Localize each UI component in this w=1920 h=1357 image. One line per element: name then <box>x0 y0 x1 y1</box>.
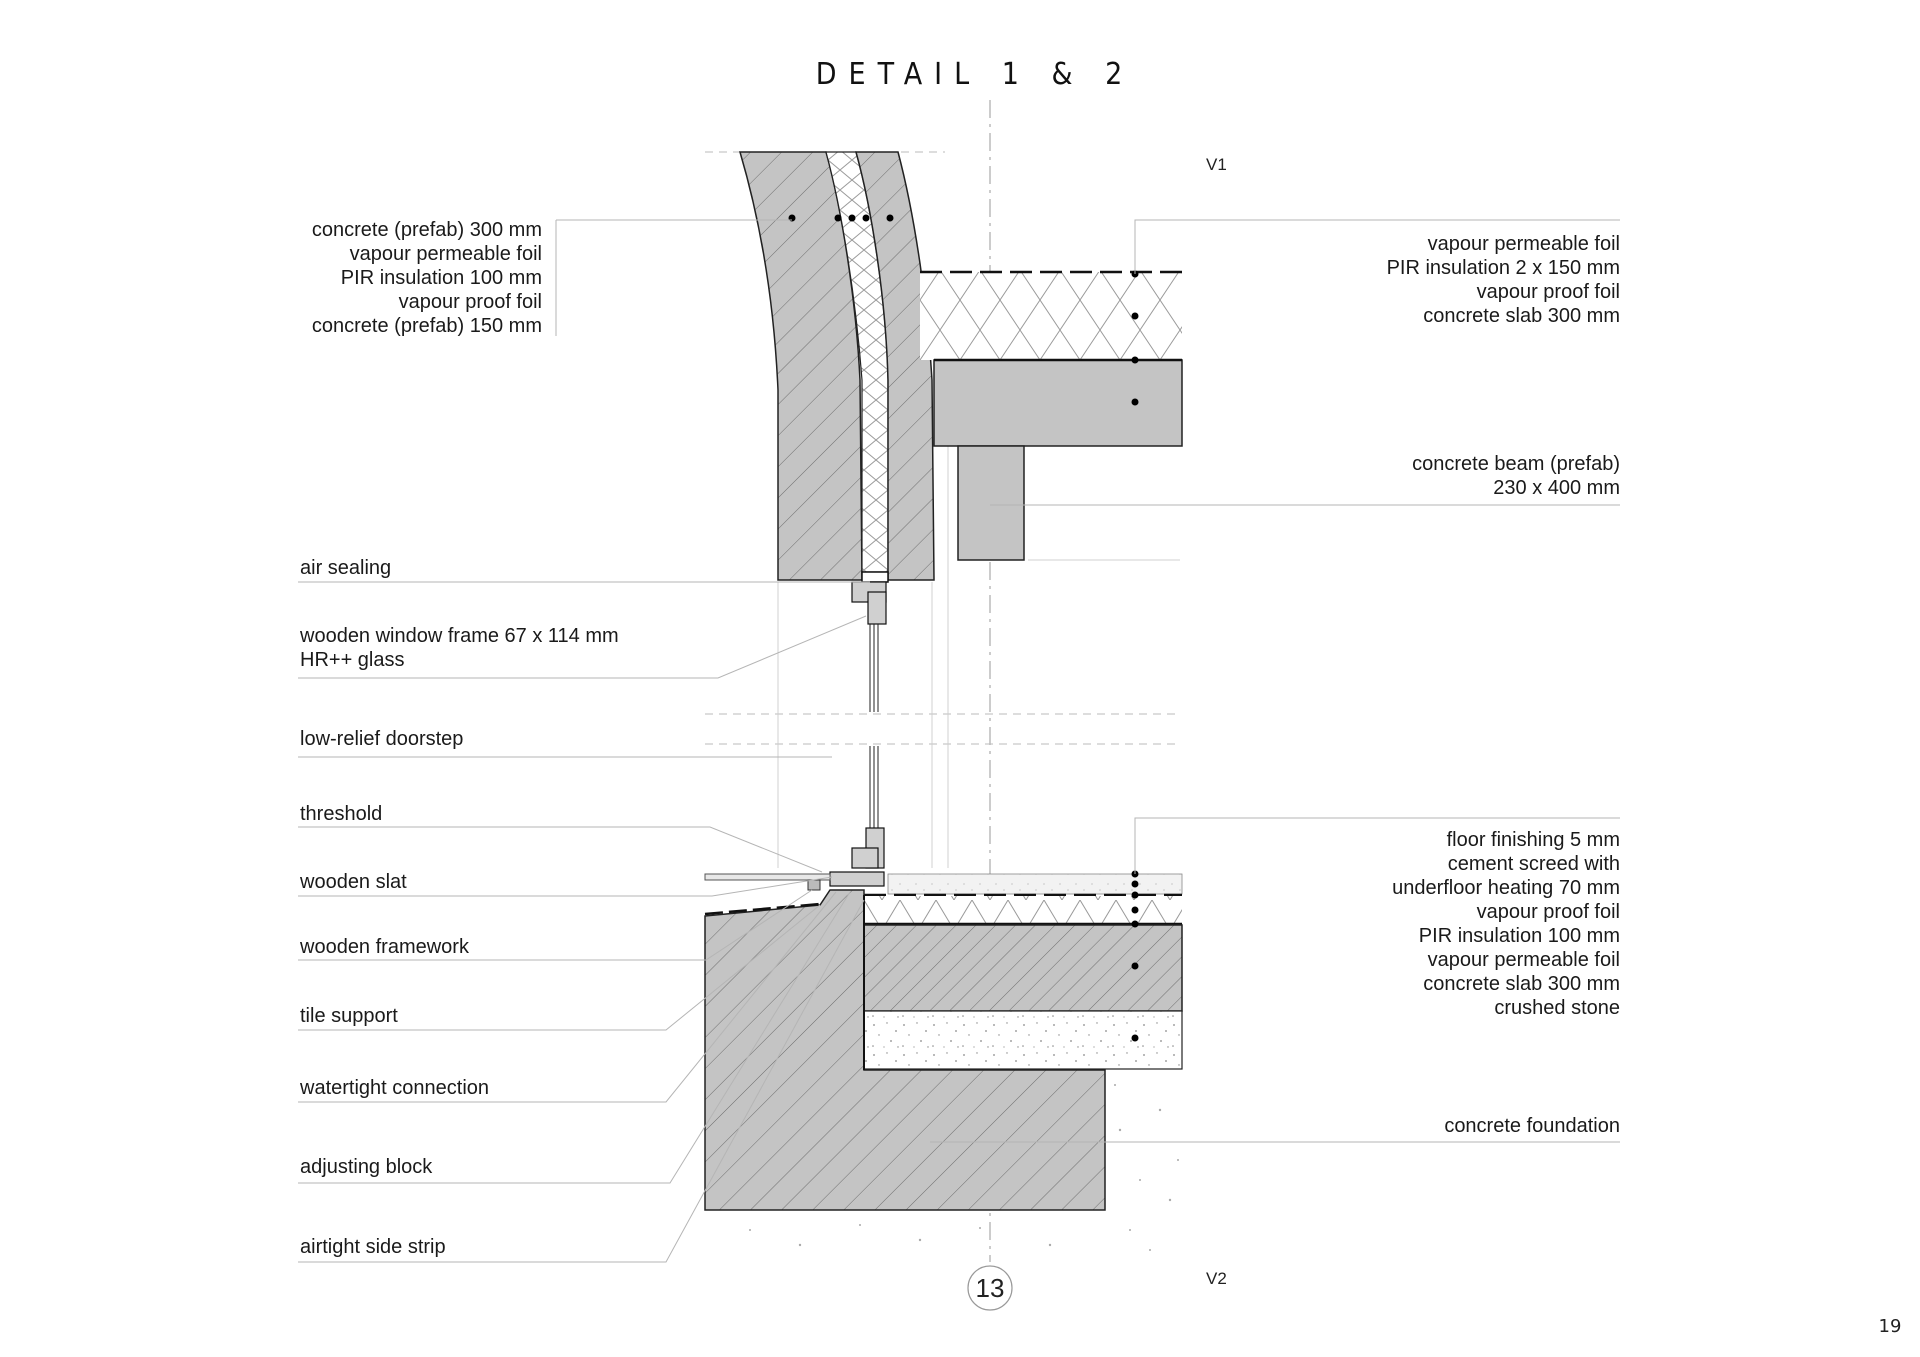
marker-v2: V2 <box>1206 1269 1227 1288</box>
label-window-frame: wooden window frame 67 x 114 mm <box>300 625 619 647</box>
label-floor-layer-3: underfloor heating 70 mm <box>1392 877 1620 899</box>
label-threshold: threshold <box>300 803 383 825</box>
component-labels-left <box>299 557 619 1258</box>
label-airtight-side-strip: airtight side strip <box>300 1236 446 1258</box>
wooden-slat-deck <box>705 874 830 880</box>
window-frame-sill <box>830 828 884 886</box>
roof-insulation <box>920 272 1182 360</box>
label-adjusting-block: adjusting block <box>300 1156 433 1178</box>
roof-slab <box>934 360 1182 446</box>
window-glass <box>870 624 878 830</box>
label-floor-layer-6: vapour permeable foil <box>1427 949 1620 971</box>
label-doorstep: low-relief doorstep <box>300 728 464 750</box>
label-floor-layer-8: crushed stone <box>1494 997 1620 1019</box>
label-roof-layer-4: concrete slab 300 mm <box>1423 305 1620 327</box>
label-roof-layer-3: vapour proof foil <box>1476 281 1620 303</box>
label-floor-layer-2: cement screed with <box>1447 853 1620 875</box>
label-floor-layer-1: floor finishing 5 mm <box>1446 829 1620 851</box>
label-floor-layer-4: vapour proof foil <box>1476 901 1620 923</box>
label-wall-layer-2: vapour permeable foil <box>349 243 542 265</box>
marker-v1: V1 <box>1206 155 1227 174</box>
floor-layer-labels <box>1392 829 1620 1019</box>
label-wall-layer-1: concrete (prefab) 300 mm <box>311 219 542 241</box>
detail-number: 13 <box>975 1273 1005 1303</box>
label-wall-layer-3: PIR insulation 100 mm <box>340 267 542 289</box>
label-foundation: concrete foundation <box>1444 1115 1620 1137</box>
page-number: 19 <box>1878 1316 1902 1337</box>
adjusting-block-part <box>808 880 820 890</box>
concrete-beam <box>958 446 1024 560</box>
label-wooden-slat: wooden slat <box>300 871 407 893</box>
label-air-sealing: air sealing <box>300 557 392 579</box>
beam-labels <box>1412 453 1620 499</box>
label-tile-support: tile support <box>300 1005 398 1027</box>
roof-layer-labels <box>1387 233 1620 327</box>
label-wall-layer-5: concrete (prefab) 150 mm <box>311 315 542 337</box>
label-wooden-framework: wooden framework <box>300 936 469 958</box>
page-title: DETAIL 1 & 2 <box>815 57 1135 92</box>
label-glass: HR++ glass <box>300 649 405 671</box>
label-floor-layer-5: PIR insulation 100 mm <box>1418 925 1620 947</box>
label-roof-layer-2: PIR insulation 2 x 150 mm <box>1386 257 1620 279</box>
wall-layer-labels <box>312 219 542 337</box>
label-wall-layer-4: vapour proof foil <box>398 291 542 313</box>
label-roof-layer-1: vapour permeable foil <box>1427 233 1620 255</box>
label-watertight-connection: watertight connection <box>300 1077 490 1099</box>
label-beam-1: concrete beam (prefab) <box>1412 453 1620 475</box>
label-floor-layer-7: concrete slab 300 mm <box>1423 973 1620 995</box>
label-beam-2: 230 x 400 mm <box>1493 477 1620 499</box>
